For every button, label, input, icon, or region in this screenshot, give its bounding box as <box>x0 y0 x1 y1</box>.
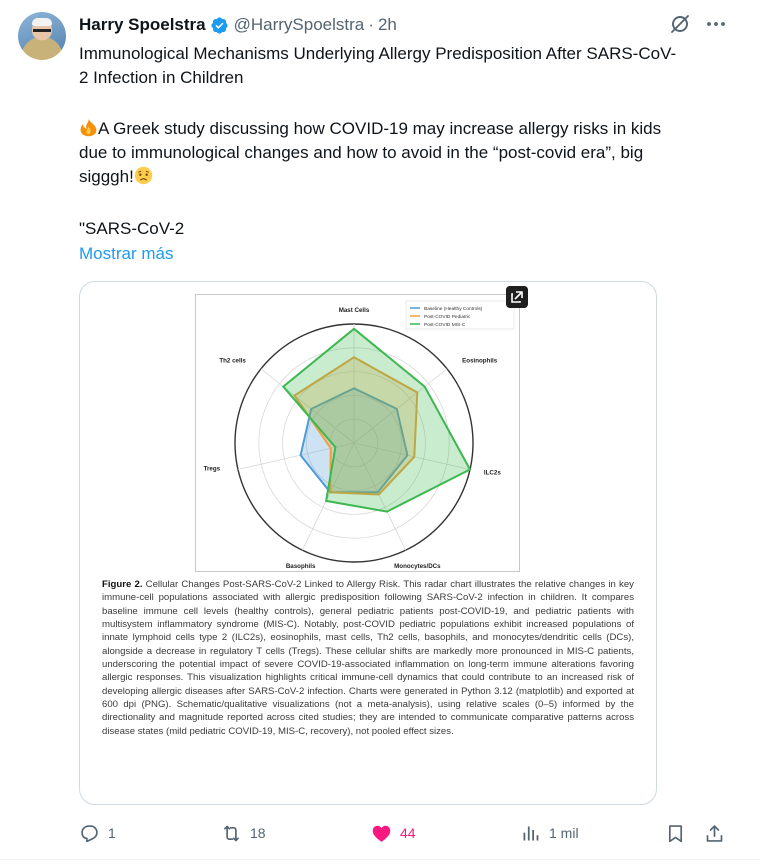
avatar[interactable] <box>18 12 66 60</box>
worried-face-emoji-icon <box>134 166 153 185</box>
show-more-link[interactable]: Mostrar más <box>79 244 174 263</box>
figure-caption-text: Cellular Changes Post-SARS-CoV-2 Linked to Allergy Risk. This radar chart illustrates the relative changes in key immune-cell populations associated with allergic predisposition following SARS-CoV-2 infection in children. It compares baseline immune cell levels (healthy controls), general pediatric patients post-COVID-19, and pediatric patients with multisystem inflammatory syndrome (MIS-C). Notably, post-COVID pediatric populations exhibit increased populations of innate lymphoid cells type 2 (ILC2s), eosinophils, mast cells, Th2 cells, basophils, and monocytes/dendritic cells (DCs), alongside a decrease in regulatory T cells (Tregs). These cellular shifts are markedly more pronounced in MIS-C patients, underscoring the potential impact of severe COVID-19-associated inflammation on long-term immune alterations favoring allergic responses. This visualization highlights critical immune-cell dynamics that could contribute to an increased risk of developing allergic diseases after SARS-CoV-2 infection. Charts were generated in Python 3.12 (matplotlib) and exported at 600 dpi (PNG). Schematic/qualitative visualizations (not a meta-analysis), using relative scales (0–5) informed by the directionality and magnitude reported across cited studies; they are intended to communicate comparative patterns across disease states (mild pediatric COVID-19, MIS-C, recovery), not pooled effect sizes. <box>102 579 634 737</box>
radar-axis-label: Basophils <box>285 562 316 570</box>
post-body <box>79 117 679 189</box>
post-title: Immunological Mechanisms Underlying Allergy Predisposition After SARS-CoV-2 Infection in Children <box>79 44 677 87</box>
repost-button[interactable] <box>221 818 266 848</box>
radar-axis-label: ILC2s <box>483 469 501 477</box>
share-button[interactable] <box>704 818 725 848</box>
like-button[interactable] <box>371 818 416 848</box>
share-icon <box>704 823 725 844</box>
more-options-icon[interactable] <box>704 12 728 36</box>
radar-series-2 <box>283 329 470 512</box>
bookmark-icon <box>665 823 686 844</box>
reply-icon <box>79 823 100 844</box>
header-separator: · <box>368 15 374 34</box>
grok-icon[interactable] <box>668 12 692 36</box>
author-handle[interactable]: @HarrySpoelstra <box>233 15 365 34</box>
views-count: 1 mil <box>549 825 579 841</box>
tweet-divider <box>0 859 760 860</box>
like-count: 44 <box>400 825 416 841</box>
repost-count: 18 <box>250 825 266 841</box>
figure-caption <box>102 578 634 738</box>
radar-chart <box>196 295 521 573</box>
views-chart-icon <box>520 823 541 844</box>
radar-legend-label: Post-COVID MIS-C <box>424 323 466 328</box>
reply-count: 1 <box>108 825 116 841</box>
verified-badge-icon <box>210 16 229 35</box>
expand-media-icon[interactable] <box>506 286 528 308</box>
views-button[interactable] <box>520 818 579 848</box>
radar-axis-label: Monocytes/DCs <box>394 562 441 570</box>
media-image[interactable] <box>79 281 657 805</box>
author-name[interactable]: Harry Spoelstra <box>79 15 206 34</box>
radar-chart-frame <box>195 294 520 572</box>
action-bar <box>0 818 760 848</box>
reply-button[interactable] <box>79 818 116 848</box>
radar-axis-label: Eosinophils <box>462 357 498 365</box>
figure-caption-label: Figure 2. <box>102 579 143 590</box>
post-time[interactable]: 2h <box>377 15 397 34</box>
avatar-hair <box>32 18 52 26</box>
bookmark-button[interactable] <box>665 818 686 848</box>
avatar-glasses <box>33 29 51 34</box>
radar-legend-label: Post-COVID Pediatric <box>424 315 471 320</box>
radar-axis-label: Tregs <box>203 465 221 473</box>
tweet-header <box>79 14 397 36</box>
post-body-text: A Greek study discussing how COVID-19 may increase allergy risks in kids due to immunological changes and how to avoid in the “post-covid era”, big sigggh! <box>79 119 662 186</box>
radar-axis-label: Mast Cells <box>338 307 370 314</box>
fire-emoji-icon <box>79 118 98 137</box>
heart-icon <box>371 823 392 844</box>
repost-icon <box>221 823 242 844</box>
radar-axis-label: Th2 cells <box>219 357 246 365</box>
post-quote-start: "SARS-CoV-2 <box>79 219 185 238</box>
radar-legend-label: Baseline (Healthy Controls) <box>424 307 483 312</box>
